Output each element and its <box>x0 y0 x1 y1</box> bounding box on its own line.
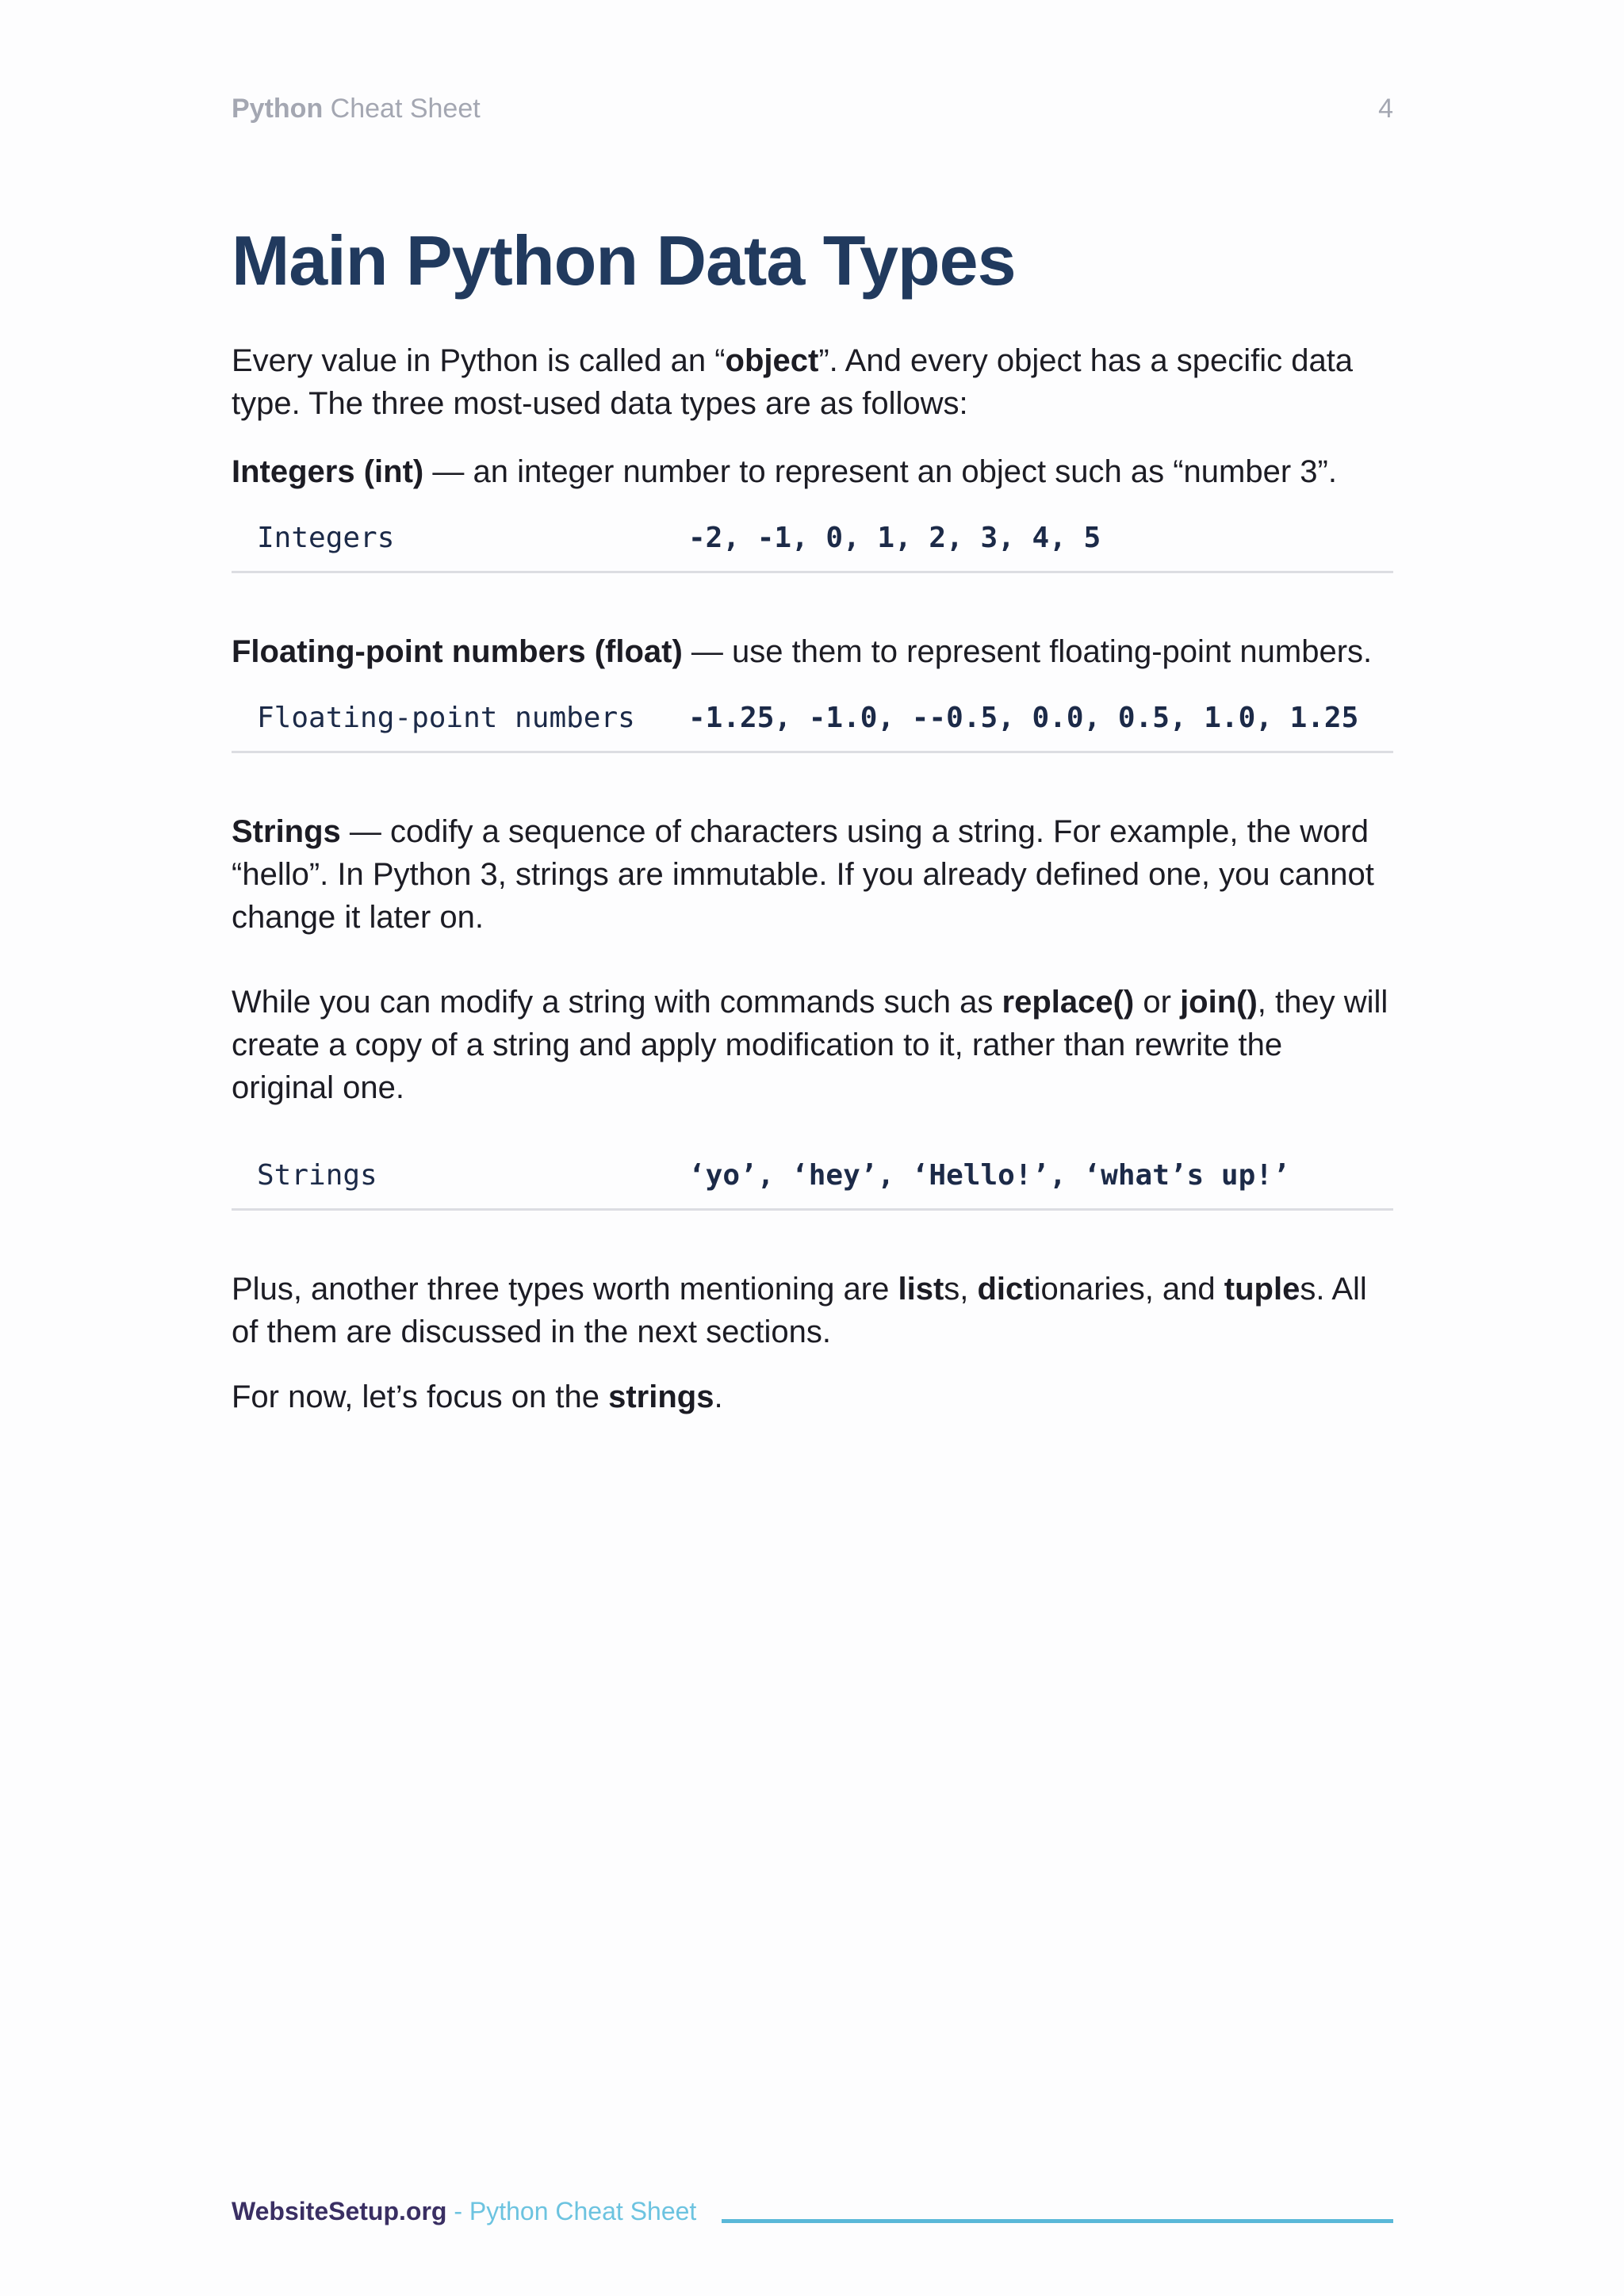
header-brand: Python <box>232 94 324 124</box>
footer-site-link[interactable]: WebsiteSetup.org <box>232 2197 447 2225</box>
join-command: join() <box>1180 985 1258 1020</box>
page-title: Main Python Data Types <box>232 221 1016 300</box>
list-term: list <box>898 1272 944 1307</box>
intro-text-1: Every value in Python is called an “ <box>232 343 726 378</box>
plus-text-3: ionaries, and <box>1033 1272 1224 1307</box>
header-subtitle: Cheat Sheet <box>323 94 481 124</box>
strings-code-row <box>232 1148 1393 1211</box>
integers-paragraph <box>232 450 1393 493</box>
focus-strings-term: strings <box>608 1380 714 1414</box>
floats-paragraph <box>232 630 1393 673</box>
footer-separator: - <box>446 2197 469 2225</box>
dict-term: dict <box>977 1272 1034 1307</box>
strings-paragraph <box>232 810 1393 939</box>
floats-code-value: -1.25, -1.0, --0.5, 0.0, 0.5, 1.0, 1.25 <box>688 702 1359 734</box>
tuple-term: tuple <box>1224 1272 1300 1307</box>
floats-term: Floating-point numbers (float) <box>232 634 683 669</box>
intro-text-2: ”. And every object has a specific data type. The three most-used data types are as follows: <box>232 343 1354 421</box>
floats-desc: — use them to represent floating-point numbers. <box>682 634 1373 669</box>
strings-desc: — codify a sequence of characters using a string. For example, the word “hello”. In Python 3, strings are immutable. If you already defined one, you cannot change it later on. <box>232 814 1374 935</box>
other-types-paragraph <box>232 1268 1393 1353</box>
integers-code-label: Integers <box>257 522 395 554</box>
focus-text-1: For now, let’s focus on the <box>232 1380 609 1414</box>
integers-code-value: -2, -1, 0, 1, 2, 3, 4, 5 <box>688 522 1101 554</box>
focus-paragraph <box>232 1376 1393 1418</box>
strings-modify-paragraph <box>232 981 1393 1109</box>
modify-text-3: , they will create a copy of a string and apply modification to it, rather than rewrite the original one. <box>232 985 1388 1105</box>
document-page <box>232 0 1393 2296</box>
page-number: 4 <box>1378 94 1393 124</box>
footer-title: Python Cheat Sheet <box>469 2197 697 2225</box>
intro-paragraph <box>232 339 1393 425</box>
integers-term: Integers (int) <box>232 454 424 489</box>
modify-text-2: or <box>1134 985 1181 1020</box>
floats-code-row <box>232 691 1393 753</box>
page-header <box>232 94 1393 132</box>
replace-command: replace() <box>1002 985 1135 1020</box>
plus-text-2: s, <box>944 1272 978 1307</box>
floats-code-label: Floating-point numbers <box>257 702 635 734</box>
footer-rule <box>722 2219 1393 2223</box>
strings-code-value: ‘yo’, ‘hey’, ‘Hello!’, ‘what’s up!’ <box>688 1159 1290 1192</box>
focus-text-2: . <box>714 1380 723 1414</box>
plus-text-4: s. All of them are discussed in the next sections. <box>232 1272 1367 1349</box>
page-footer <box>232 2197 1393 2235</box>
modify-text-1: While you can modify a string with commands such as <box>232 985 1002 1020</box>
intro-object-term: object <box>725 343 819 378</box>
integers-code-row <box>232 511 1393 573</box>
strings-term: Strings <box>232 814 341 849</box>
integers-desc: — an integer number to represent an object such as “number 3”. <box>423 454 1337 489</box>
strings-code-label: Strings <box>257 1159 377 1192</box>
plus-text-1: Plus, another three types worth mentioning are <box>232 1272 898 1307</box>
